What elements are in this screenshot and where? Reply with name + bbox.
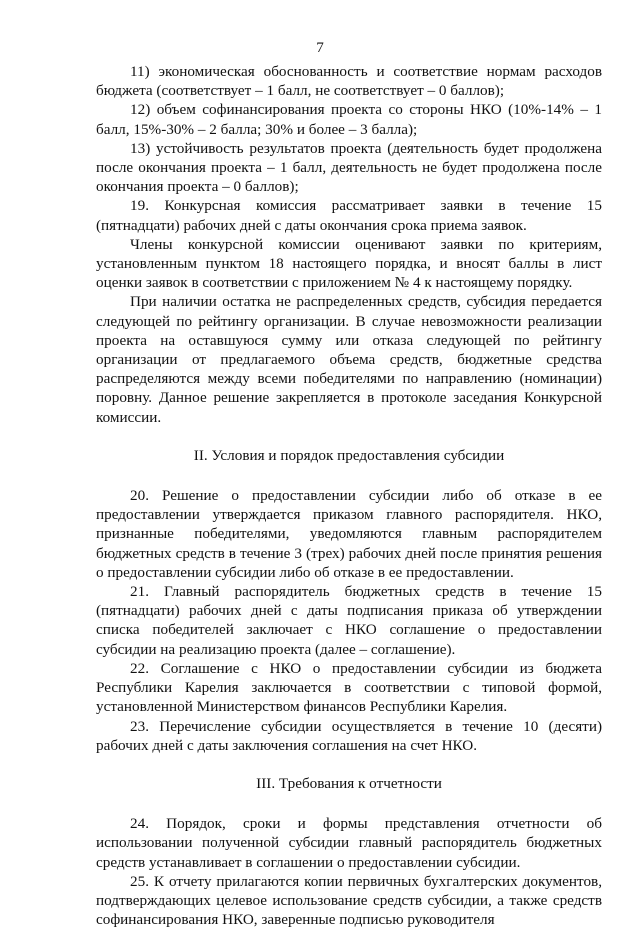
clause-19-members: Члены конкурсной комиссии оценивают заявки по критериям, установленным пунктом 18 настоящего порядка, и вносят баллы в лист оценки заявок в соответствии с приложением № 4 к настоящему порядку. (96, 235, 602, 292)
clause-19-remainder: При наличии остатка не распределенных средств, субсидия передается следующей по рейтингу организации. В случае невозможности реализации проекта на оставшуюся сумму или отказа следующей по рейтингу организации от предлагаемого объема средств, бюджетные средства распределяются между всеми победителями по направлению (номинации) поровну. Данное решение закрепляется в протоколе заседания Конкурсной комиссии. (96, 293, 602, 426)
clause-24: 24. Порядок, сроки и формы представления отчетности об использовании полученной субсидии главный распорядитель бюджетных средств устанавливает в соглашении о предоставлении субсидии. (96, 815, 602, 871)
clause-21: 21. Главный распорядитель бюджетных средств в течение 15 (пятнадцати) рабочих дней с даты подписания приказа об утверждении списка победителей заключает с НКО соглашение о предоставлении субсидии на реализацию проекта (далее – соглашение). (96, 583, 602, 658)
clause-19: 19. Конкурсная комиссия рассматривает заявки в течение 15 (пятнадцати) рабочих дней с даты окончания срока приема заявок. (96, 197, 602, 234)
clause-20: 20. Решение о предоставлении субсидии либо об отказе в ее предоставлении утверждается приказом главного распорядителя. НКО, признанные победителями, уведомляются главным распорядителем бюджетных средств в течение 3 (трех) рабочих дней после принятия решения о предоставлении субсидии либо об отказе в ее предоставлении. (96, 487, 602, 581)
section-3-heading: III. Требования к отчетности (256, 774, 442, 792)
criterion-13: 13) устойчивость результатов проекта (деятельность будет продолжена после окончания проекта – 1 балл, деятельность не будет продолжена после окончания проекта – 0 баллов); (96, 139, 602, 196)
page-number: 7 (316, 39, 324, 56)
criterion-11: 11) экономическая обоснованность и соответствие нормам расходов бюджета (соответствует – 1 балл, не соответствует – 0 баллов); (96, 63, 602, 100)
criterion-12: 12) объем софинансирования проекта со стороны НКО (10%-14% – 1 балл, 15%-30% – 2 балла; 30% и более – 3 балла); (96, 101, 602, 138)
section-2-heading: II. Условия и порядок предоставления субсидии (193, 446, 505, 464)
page-content (96, 62, 602, 929)
clause-23: 23. Перечисление субсидии осуществляется в течение 10 (десяти) рабочих дней с даты заключения соглашения на счет НКО. (96, 717, 602, 754)
clause-22: 22. Соглашение с НКО о предоставлении субсидии из бюджета Республики Карелия заключается в соответствии с типовой формой, установленной Министерством финансов Республики Карелия. (96, 659, 602, 716)
clause-25: 25. К отчету прилагаются копии первичных бухгалтерских документов, подтверждающих целевое использование средств субсидии, а также средств софинансирования НКО, заверенные подписью руководителя (96, 872, 602, 929)
